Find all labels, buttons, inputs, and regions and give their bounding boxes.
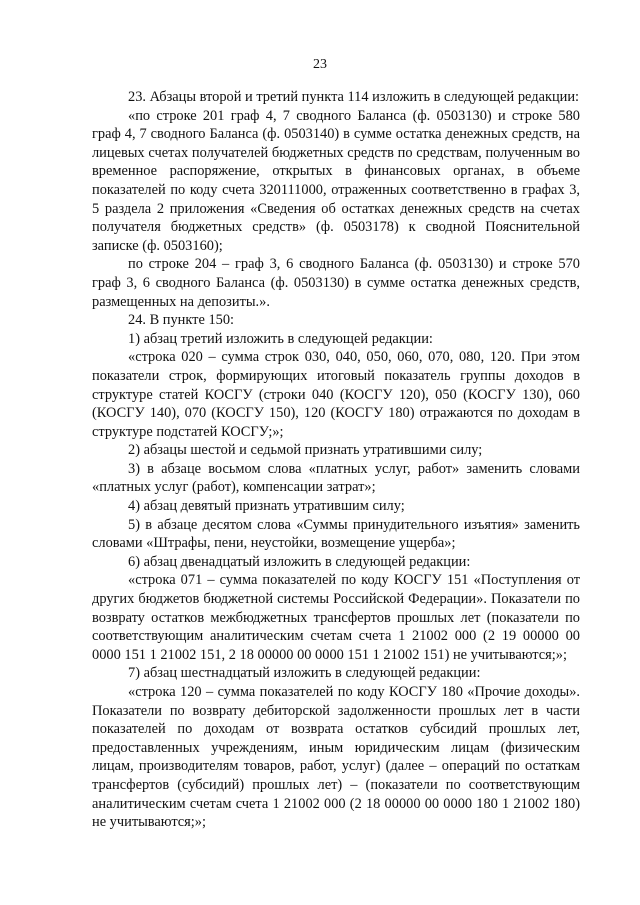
paragraph-row-071: «строка 071 – сумма показателей по коду КОСГУ 151 «Поступления от других бюджетов бюджетной системы Российской Федерации». Показатели по возврату остатков межбюджетных трансфертов прошлых лет (показатели по соответствующим аналитическим счетам счета 1 21002 000 (2 19 00000 00 0000 151 1 21002 151, 2 18 00000 00 0000 151 1 21002 151) не учитываются;»; [92, 572, 580, 663]
paragraph-row-020: «строка 020 – сумма строк 030, 040, 050, 060, 070, 080, 120. При этом показатели строк, формирующих итоговый показатель группы доходов в структуре статей КОСГУ (строки 040 (КОСГУ 120), 050 (КОСГУ 130), 060 (КОСГУ 140), 070 (КОСГУ 150), 120 (КОСГУ 180) отражаются по доходам в структуре подстатей КОСГУ;»; [92, 349, 580, 440]
paragraph-23-intro: 23. Абзацы второй и третий пункта 114 изложить в следующей редакции: [128, 89, 580, 105]
document-body [92, 88, 580, 832]
paragraph-row-201: «по строке 201 граф 4, 7 сводного Баланса (ф. 0503130) и строке 580 граф 4, 7 сводного Баланса (ф. 0503140) в сумме остатка денежных средств, на лицевых счетах получателей бюджетных средств по средствам, полученным во временное распоряжение, открытых в финансовых органах, в объеме показателей по коду счета 320111000, отраженных соответственно в графах 3, 5 раздела 2 приложения «Сведения об остатках денежных средств на счетах получателя бюджетных средств» (ф. 0503178) к сводной Пояснительной записке (ф. 0503160); [92, 107, 580, 254]
list-item-5: 5) в абзаце десятом слова «Суммы принудительного изъятия» заменить словами «Штрафы, пени, неустойки, возмещение ущерба»; [92, 516, 580, 552]
list-item-6: 6) абзац двенадцатый изложить в следующей редакции: [128, 553, 471, 570]
paragraph-24-intro: 24. В пункте 150: [128, 312, 235, 329]
list-item-2: 2) абзацы шестой и седьмой признать утратившими силу; [128, 442, 483, 459]
list-item-1: 1) абзац третий изложить в следующей редакции: [128, 330, 433, 347]
list-item-4: 4) абзац девятый признать утратившим силу; [128, 498, 405, 515]
list-item-3: 3) в абзаце восьмом слова «платных услуг, работ» заменить словами «платных услуг (работ), компенсации затрат»; [92, 460, 580, 496]
page-number: 23 [313, 57, 327, 72]
paragraph-row-120: «строка 120 – сумма показателей по коду КОСГУ 180 «Прочие доходы». Показатели по возврату дебиторской задолженности прошлых лет в части показателей по доходам от возврата остатков субсидий прошлых лет, предоставленных учреждениям, иным юридическим лицам (физическим лицам, производителям товаров, работ, услуг) (далее – операций по остаткам трансфертов (субсидий) прошлых лет) – (показатели по соответствующим аналитическим счетам счета 1 21002 000 (2 18 00000 00 0000 180 1 21002 180) не учитываются;»; [92, 684, 580, 831]
paragraph-row-204: по строке 204 – граф 3, 6 сводного Баланса (ф. 0503130) и строке 570 граф 3, 6 сводного Баланса (ф. 0503130) в сумме остатка денежных средств, размещенных на депозиты.». [92, 256, 580, 310]
list-item-7: 7) абзац шестнадцатый изложить в следующей редакции: [128, 665, 481, 682]
